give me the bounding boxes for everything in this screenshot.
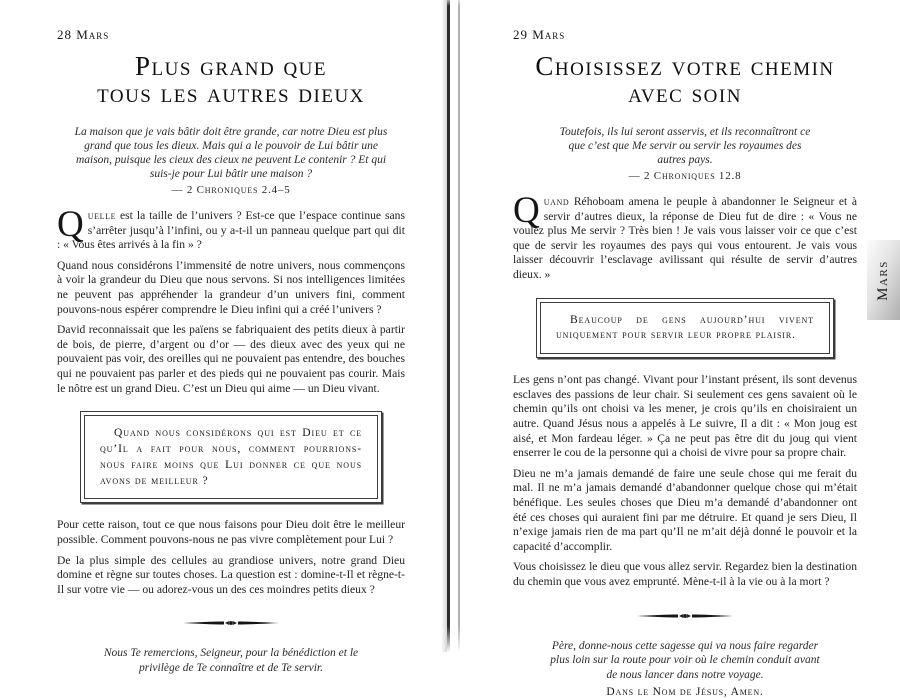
closing-prayer-left: Nous Te remercions, Seigneur, pour la bénédiction et le privilège de Te connaître et de Te servir.: [103, 647, 359, 674]
page-left: [0, 0, 447, 674]
scripture-epigraph-left: La maison que je vais bâtir doit être grande, car notre Dieu est plus grand que tous les dieux. Mais qui a le pouvoir de Lui bâtir une maison, puisque les cieux des cieux ne peuvent Le contenir ? Et qui suis-je pour Lui bâtir une maison ?: [74, 126, 388, 181]
date-heading-right: 29 Mars: [513, 27, 566, 42]
divider-ornament-icon: [183, 618, 279, 628]
pull-quote-text-right: Beaucoup de gens aujourd’hui vivent uniquement pour servir leur propre plaisir.: [556, 312, 814, 342]
date-heading-left: 28 Mars: [57, 27, 110, 42]
body-paragraph: Les gens n’ont pas changé. Vivant pour l’instant présent, ils sont devenus esclaves des passions de leur chair. Si seulement ces gens savaient où le chemin qu’ils ont choisi va les mener, je crois qu’ils en choisiraient un autre. Quand Jésus nous a appelés à Le suivre, Il a dit : « Mon joug est aisé, et Mon fardeau léger. » Ça ne peut pas être dit du joug qui vient enserrer le cou de la personne qui a choisi de vivre pour sa propre chair.: [513, 373, 857, 460]
month-tab: [867, 240, 900, 320]
page-fold: [447, 0, 460, 660]
body-paragraph: Pour cette raison, tout ce que nous faisons pour Dieu doit être le meilleur possible. Comment pouvons-nous ne pas vivre complètement pour Lui ?: [57, 518, 405, 546]
devotional-title-left: [57, 53, 405, 107]
title-line-2: tous les autres dieux: [97, 78, 365, 108]
title-line-1: Plus grand que: [134, 51, 328, 81]
prayer-closing-line: Dans le Nom de Jésus, Amen.: [606, 686, 764, 698]
body-paragraph: Vous choisissez le dieu que vous allez servir. Regardez bien la destination du chemin que vous avez emprunté. Mène-t-il à la vie ou à la mort ?: [513, 560, 857, 588]
pull-quote-box-right: [536, 298, 834, 359]
drop-cap-left: Q: [57, 204, 84, 246]
devotional-title-right: [513, 53, 857, 107]
page-right: [460, 0, 900, 698]
lead-small-caps-right: uand: [543, 195, 570, 209]
month-tab-label: Mars: [875, 259, 891, 301]
opening-text-left: est la taille de l’univers ? Est-ce que l’espace continue sans s’arrêter jusqu’à l’infini, ou y a-t-il un panneau quelque part qui dit : « Vous êtes arrivés à la fin » ?: [57, 209, 405, 252]
fold-line-light: [458, 0, 460, 652]
closing-prayer-right: Père, donne-nous cette sagesse qui va nous faire regarder plus loin sur la route pour voir où le chemin conduit avant de nous lancer dans notre voyage.: [550, 639, 820, 681]
scripture-reference-left: — 2 Chroniques 2.4–5: [171, 184, 291, 197]
pull-quote-inner-rule: [84, 415, 378, 499]
divider-ornament-icon: [637, 611, 733, 621]
section-divider: [57, 615, 405, 633]
lead-small-caps-left: uelle: [87, 209, 117, 223]
body-paragraph: David reconnaissait que les païens se fabriquaient des petits dieux à partir de bois, de pierre, d’argent ou d’or — des dieux avec des yeux qui ne pouvaient pas voir, des oreilles qui ne pouvaient pas entendre, des bouches qui ne pouvaient pas parler et des pieds qui ne pouvaient pas courir. Mais le nôtre est un grand Dieu. C’est un Dieu qui aime — un Dieu vivant.: [57, 323, 405, 395]
title-line-1: Choisissez votre chemin: [535, 51, 835, 81]
body-paragraph: Dieu ne m’a jamais demandé de faire une seule chose qui me ferait du mal. Il ne m’a jamais demandé d’abandonner quelque chose qui m’était bénéfique. Les seules choses que Dieu m’a demandé d’abandonner ont été ces choses qui auraient fini par me détruire. Et quand je sers Dieu, Il n’exige jamais rien de ma part qu’Il ne m’ait déjà donné le pouvoir et la capacité d’accomplir.: [513, 466, 857, 553]
opening-paragraph-right: [513, 190, 857, 283]
body-paragraph: De la plus simple des cellules au grandiose univers, notre grand Dieu domine et règne sur toutes choses. La question est : domine-t-Il et règne-t-Il sur votre vie — ou adorez-vous un des ces moindres petits dieux ?: [57, 553, 405, 596]
scripture-epigraph-right: Toutefois, ils lui seront asservis, et ils reconnaîtront ce que c’est que Me servir ou servir les royaumes des autres pays.: [559, 126, 811, 167]
pull-quote-text-left: Quand nous considérons qui est Dieu et ce qu’Il a fait pour nous, comment pourrions-nous faire moins que Lui donner ce que nous avons de meilleur ?: [100, 426, 362, 487]
pull-quote-inner-rule: [540, 302, 830, 355]
section-divider: [513, 608, 857, 626]
fold-line-dark: [447, 0, 450, 652]
body-paragraph: Quand nous considérons l’immensité de notre univers, nous commençons à voir la grandeur du Dieu que nous servons. Si nos intelligences limitées ne peuvent pas appréhender la grandeur d’un univers fini, comment pouvons-nous espérer comprendre le Dieu infini qui a créé l’univers ?: [57, 258, 405, 316]
opening-text-right: Réhoboam amena le peuple à abandonner le Seigneur et à servir d’autres dieux, la réponse de Dieu fut de dire : « Vous ne voulez plus Me servir ? Très bien ! Je vais vous laisser voir ce que c’est que de servir les royaumes des pays qui vous entourent. Je vais vous laisser découvrir l’esclavage avilissant qui résulte de servir d’autres dieux. »: [513, 195, 857, 282]
drop-cap-right: Q: [513, 190, 540, 232]
title-line-2: avec soin: [628, 78, 742, 108]
scripture-reference-right: — 2 Chroniques 12.8: [628, 170, 742, 183]
opening-paragraph-left: [57, 204, 405, 253]
pull-quote-box-left: [80, 411, 382, 503]
